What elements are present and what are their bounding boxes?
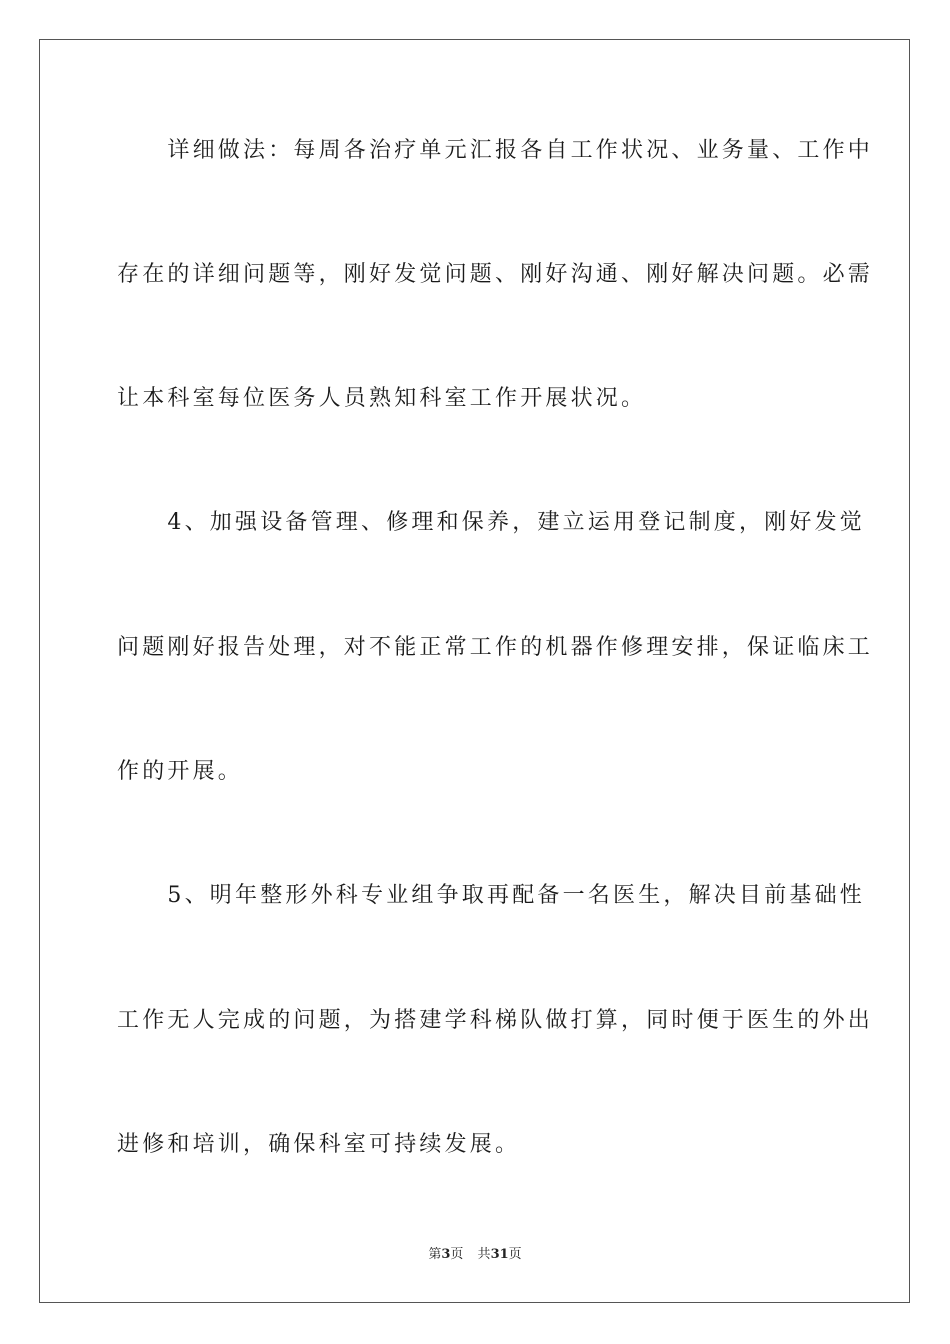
paragraph-line-7: 5、明年整形外科专业组争取再配备一名医生，解决目前基础性 [117,883,865,908]
paragraph-line-8: 工作无人完成的问题，为搭建学科梯队做打算，同时便于医生的外出 [117,1008,874,1033]
page-footer [0,1246,950,1264]
page-number: 3 [441,1247,451,1262]
paragraph-line-3: 让本科室每位医务人员熟知科室工作开展状况。 [117,386,647,411]
paragraph-line-2: 存在的详细问题等，刚好发觉问题、刚好沟通、刚好解决问题。必需 [117,262,874,287]
paragraph-line-5: 问题刚好报告处理，对不能正常工作的机器作修理安排，保证临床工 [117,635,874,660]
paragraph-line-4: 4、加强设备管理、修理和保养，建立运用登记制度，刚好发觉 [117,510,865,535]
page-border [39,39,910,1303]
paragraph-line-1: 详细做法：每周各治疗单元汇报各自工作状况、业务量、工作中 [117,138,874,163]
total-prefix: 共 [477,1247,491,1262]
total-pages: 31 [490,1247,509,1262]
paragraph-line-6: 作的开展。 [117,759,244,784]
total-pages-indicator [478,1247,522,1262]
page-indicator [428,1247,463,1262]
page-prefix: 第 [428,1247,442,1262]
paragraph-line-9: 进修和培训，确保科室可持续发展。 [117,1132,521,1157]
total-suffix: 页 [508,1247,522,1262]
page-suffix: 页 [450,1247,464,1262]
